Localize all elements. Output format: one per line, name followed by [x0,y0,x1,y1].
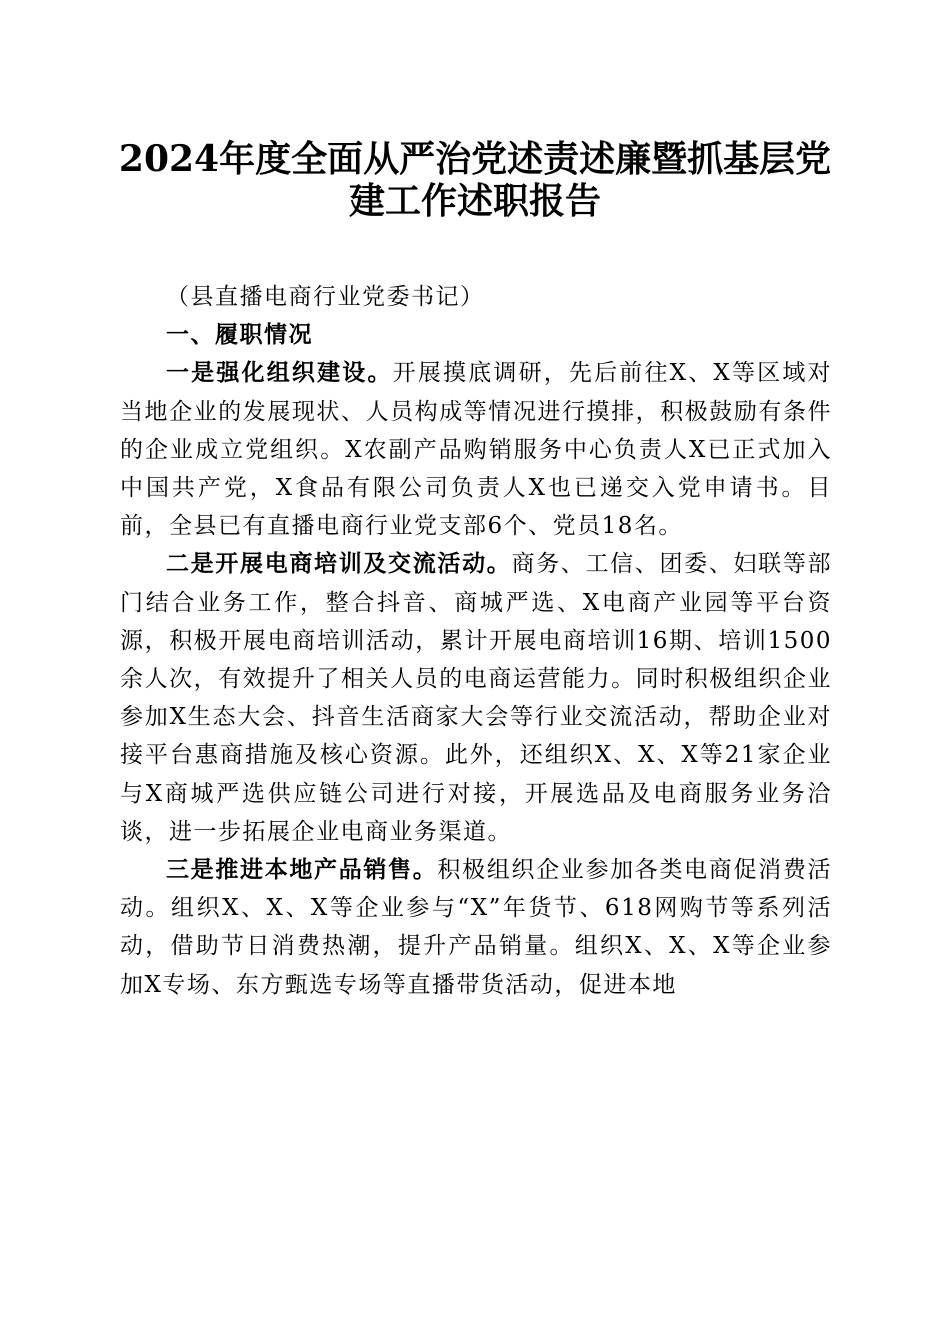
paragraph-2 [120,545,832,851]
section-heading-1: 一、履职情况 [166,322,313,349]
document-title [100,138,850,222]
paragraph-lead: 一是强化组织建设。 [166,359,393,387]
author-subtitle: （县直播电商行业党委书记） [166,284,485,310]
paragraph-text: 积极组织企业参加各类电商促消费活动。组织X、X、X等企业参与“X”年货节、618网购节等系列活动，借助节日消费热潮，提升产品销量。组织X、X、X等企业参加X专场、东方甄选专场等直播带货活动，促进本地 [120,857,833,998]
document-body [120,278,832,1004]
paragraph-text: 商务、工信、团委、妇联等部门结合业务工作，整合抖音、商城严选、X电商产业园等平台资源，积极开展电商培训活动，累计开展电商培训16期、培训1500余人次，有效提升了相关人员的电商运营能力。同时积极组织企业参加X生态大会、抖音生活商家大会等行业交流活动，帮助企业对接平台惠商措施及核心资源。此外，还组织X、X、X等21家企业与X商城严选供应链公司进行对接，开展选品及电商服务业务洽谈，进一步拓展企业电商业务渠道。 [120,551,833,845]
paragraph-lead: 三是推进本地产品销售。 [166,856,438,884]
paragraph-1 [120,354,832,545]
title-line-2: 建工作述职报告 [348,180,601,222]
paragraph-lead: 二是开展电商培训及交流活动。 [166,550,512,578]
paragraph-3 [120,851,832,1004]
title-line-1: 2024年度全面从严治党述责述廉暨抓基层党 [118,138,832,180]
paragraph-text: 开展摸底调研，先后前往X、X等区域对当地企业的发展现状、人员构成等情况进行摸排，积极鼓励有条件的企业成立党组织。X农副产品购销服务中心负责人X已正式加入中国共产党，X食品有限公司负责人X也已递交入党申请书。目前，全县已有直播电商行业党支部6个、党员18名。 [120,360,833,540]
